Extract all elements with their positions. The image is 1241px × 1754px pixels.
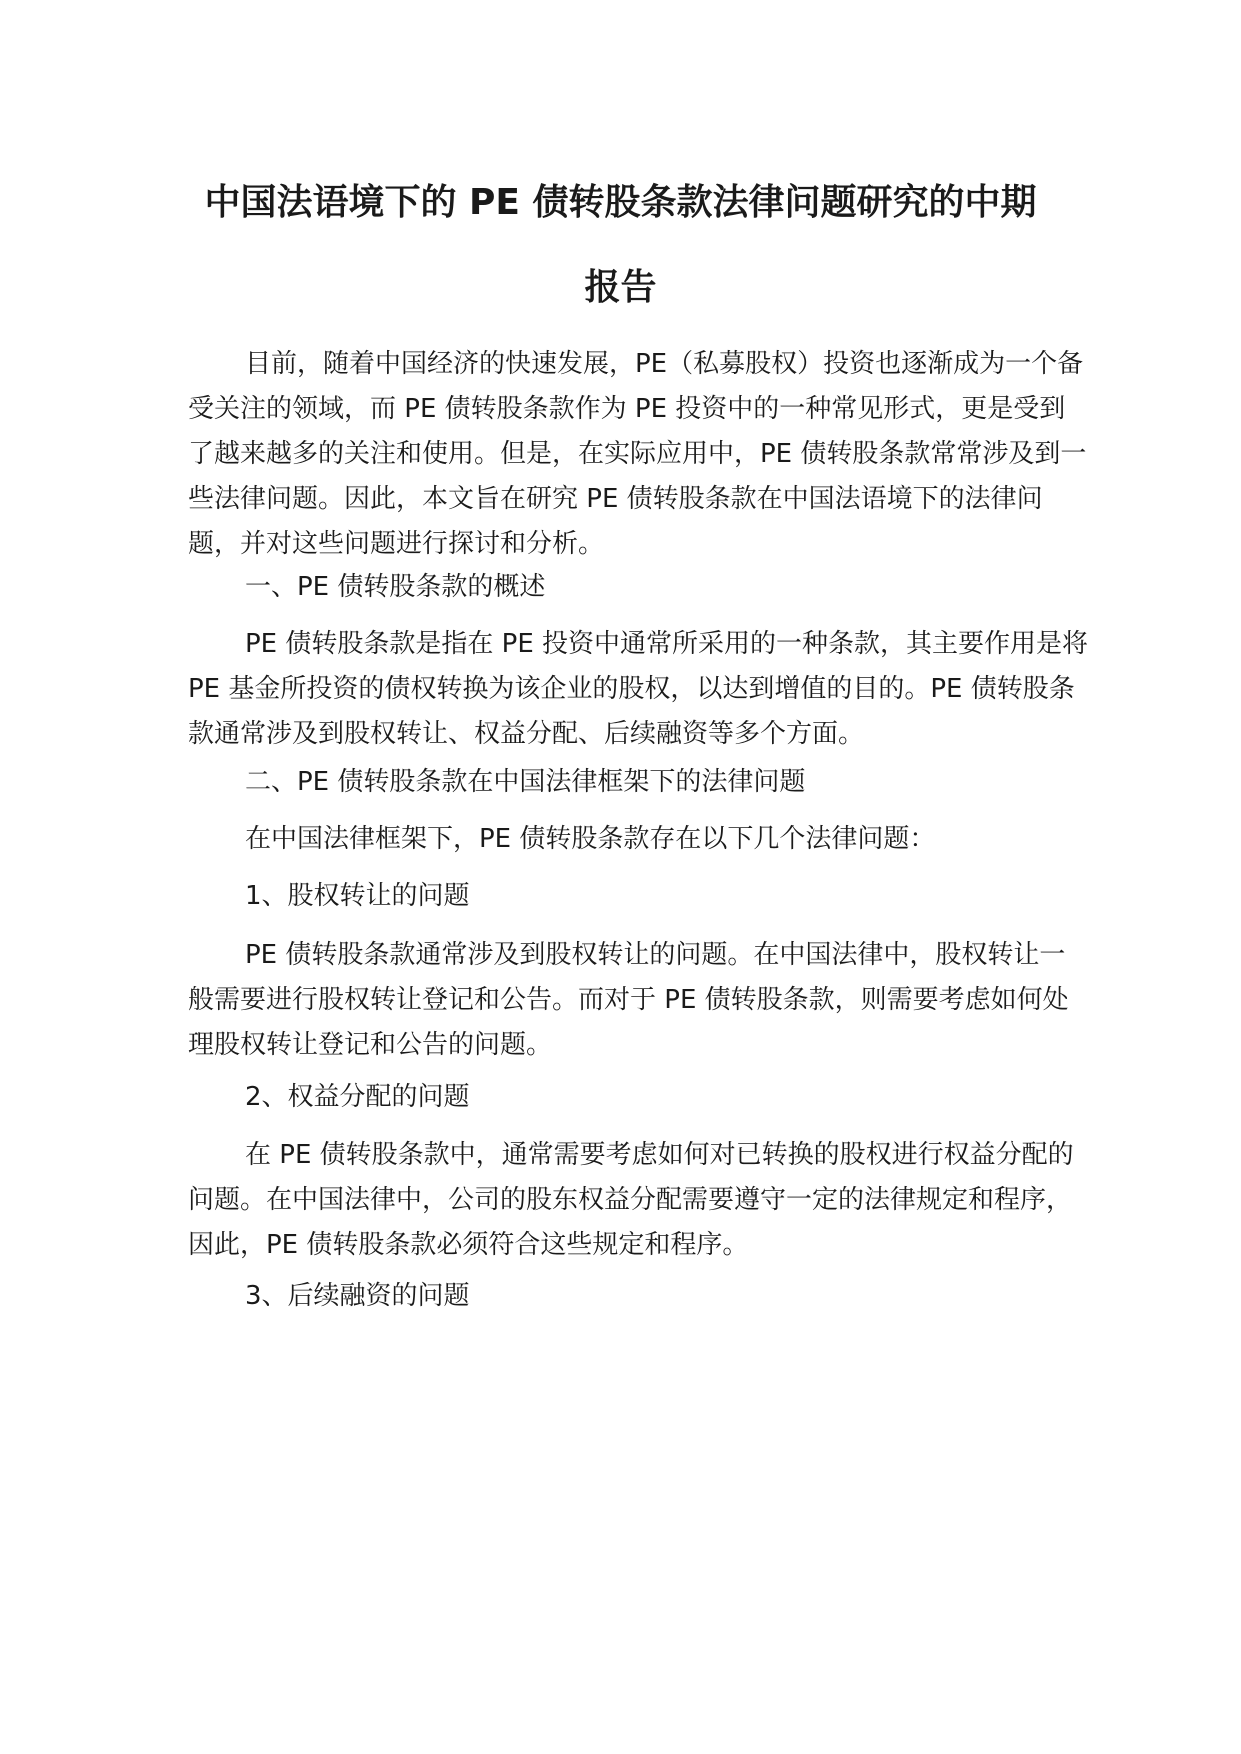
document-title-line-2: 报告 xyxy=(584,267,657,308)
equity-transfer-paragraph: PE 债转股条款通常涉及到股权转让的问题。在中国法律中，股权转让一般需要进行股权转让登记和公告。而对于 PE 债转股条款，则需要考虑如何处理股权转让登记和公告的问题。 xyxy=(188,940,1069,1060)
subheading-equity-transfer: 1、股权转让的问题 xyxy=(245,881,470,911)
rights-distribution-paragraph: 在 PE 债转股条款中，通常需要考虑如何对已转换的股权进行权益分配的问题。在中国法律中，公司的股东权益分配需要遵守一定的法律规定和程序，因此，PE 债转股条款必须符合这些规定和程序。 xyxy=(188,1140,1074,1260)
section-heading-legal-issues: 二、PE 债转股条款在中国法律框架下的法律问题 xyxy=(245,767,806,797)
legal-issues-intro-paragraph: 在中国法律框架下，PE 债转股条款存在以下几个法律问题： xyxy=(245,824,936,854)
overview-paragraph: PE 债转股条款是指在 PE 投资中通常所采用的一种条款，其主要作用是将 PE 基金所投资的债权转换为该企业的股权，以达到增值的目的。PE 债转股条款通常涉及到股权转让、权益分配、后续融资等多个方面。 xyxy=(188,629,1089,749)
section-heading-overview: 一、PE 债转股条款的概述 xyxy=(245,572,546,602)
subheading-rights-distribution: 2、权益分配的问题 xyxy=(245,1082,470,1112)
subheading-follow-on-financing: 3、后续融资的问题 xyxy=(245,1281,470,1311)
document-title-line-1: 中国法语境下的 PE 债转股条款法律问题研究的中期 xyxy=(204,182,1037,223)
intro-paragraph: 目前，随着中国经济的快速发展，PE（私募股权）投资也逐渐成为一个备受关注的领域，而 PE 债转股条款作为 PE 投资中的一种常见形式，更是受到了越来越多的关注和使用。但是，在实际应用中，PE 债转股条款常常涉及到一些法律问题。因此，本文旨在研究 PE 债转股条款在中国法语境下的法律问题，并对这些问题进行探讨和分析。 xyxy=(188,349,1087,559)
